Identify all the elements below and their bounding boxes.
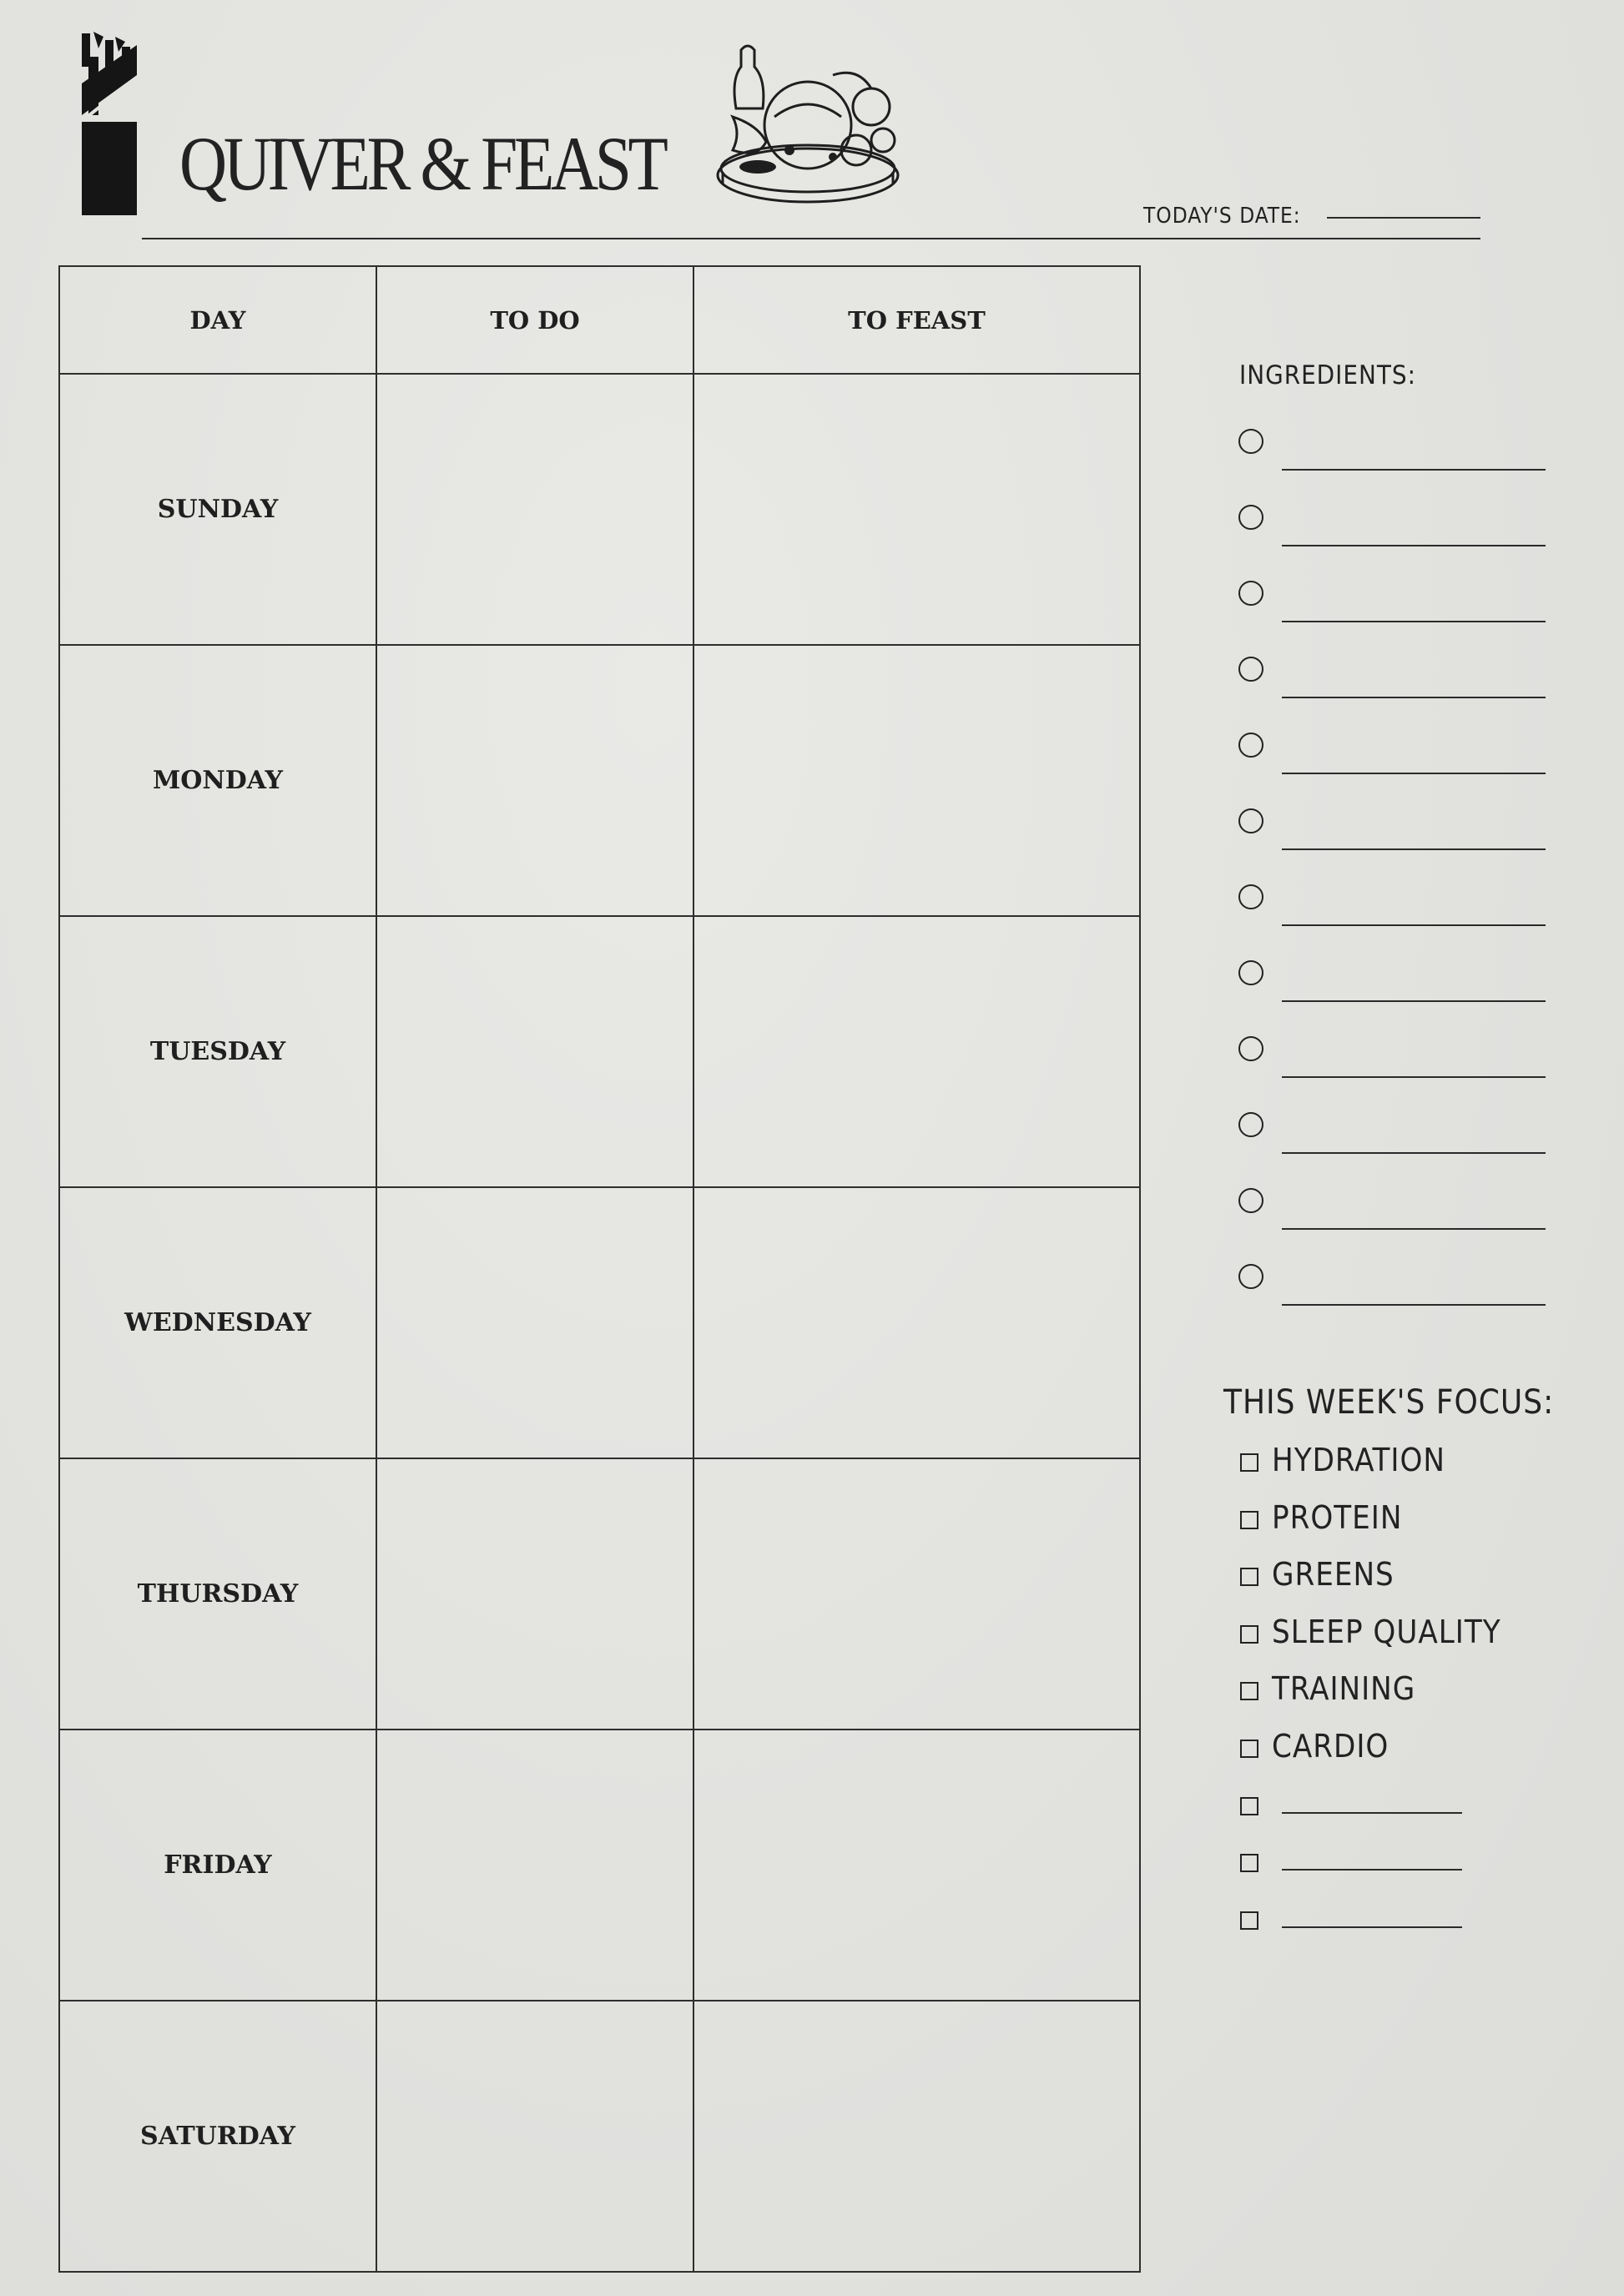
feast-cell[interactable] (693, 1458, 1140, 1730)
day-label: TUESDAY (59, 916, 376, 1187)
feast-cell[interactable] (693, 916, 1140, 1187)
checkbox-icon[interactable] (1240, 1797, 1258, 1815)
column-header-feast: TO FEAST (693, 266, 1140, 374)
ingredient-item (1238, 733, 1547, 808)
todo-cell[interactable] (376, 1458, 693, 1730)
day-label: THURSDAY (59, 1458, 376, 1730)
circle-checkbox-icon[interactable] (1238, 1036, 1263, 1061)
header-divider (142, 238, 1480, 239)
ingredient-input-line[interactable] (1282, 1000, 1546, 1002)
table-row (59, 1730, 1140, 2001)
focus-input-line[interactable] (1282, 1869, 1462, 1871)
focus-label: CARDIO (1272, 1727, 1389, 1765)
ingredient-item (1238, 581, 1547, 657)
ingredient-input-line[interactable] (1282, 1228, 1546, 1230)
todo-cell[interactable] (376, 374, 693, 645)
table-row (59, 1187, 1140, 1458)
ingredient-input-line[interactable] (1282, 773, 1546, 774)
ingredient-item (1238, 808, 1547, 884)
circle-checkbox-icon[interactable] (1238, 960, 1263, 985)
circle-checkbox-icon[interactable] (1238, 733, 1263, 758)
todo-cell[interactable] (376, 1730, 693, 2001)
ingredient-input-line[interactable] (1282, 469, 1546, 471)
checkbox-icon[interactable] (1240, 1682, 1258, 1700)
feast-cell[interactable] (693, 1187, 1140, 1458)
ingredient-input-line[interactable] (1282, 545, 1546, 546)
circle-checkbox-icon[interactable] (1238, 1112, 1263, 1137)
table-row (59, 645, 1140, 916)
focus-input-line[interactable] (1282, 1812, 1462, 1814)
column-header-day: DAY (59, 266, 376, 374)
ingredients-title: INGREDIENTS: (1239, 360, 1417, 390)
todo-cell[interactable] (376, 645, 693, 916)
day-label: MONDAY (59, 645, 376, 916)
ingredient-input-line[interactable] (1282, 1076, 1546, 1078)
checkbox-icon[interactable] (1240, 1568, 1258, 1586)
focus-label: GREENS (1272, 1556, 1395, 1594)
brand-title: QUIVER & FEAST (179, 121, 665, 206)
checkbox-icon[interactable] (1240, 1854, 1258, 1872)
column-header-todo: TO DO (376, 266, 693, 374)
focus-title: THIS WEEK'S FOCUS: (1223, 1383, 1555, 1422)
table-row (59, 2001, 1140, 2272)
weekly-planner-table (58, 265, 1141, 2273)
feast-illustration-icon (708, 33, 908, 209)
focus-input-line[interactable] (1282, 1926, 1462, 1928)
checkbox-icon[interactable] (1240, 1453, 1258, 1472)
day-label: SATURDAY (59, 2001, 376, 2272)
day-label: FRIDAY (59, 1730, 376, 2001)
table-row (59, 1458, 1140, 1730)
todo-cell[interactable] (376, 916, 693, 1187)
feast-cell[interactable] (693, 374, 1140, 645)
ingredients-list (1238, 429, 1547, 1340)
circle-checkbox-icon[interactable] (1238, 505, 1263, 530)
checkbox-icon[interactable] (1240, 1511, 1258, 1529)
table-row (59, 916, 1140, 1187)
feast-cell[interactable] (693, 2001, 1140, 2272)
ingredient-item (1238, 1112, 1547, 1188)
feast-cell[interactable] (693, 645, 1140, 916)
todays-date-label: TODAY'S DATE: (1143, 204, 1301, 229)
circle-checkbox-icon[interactable] (1238, 1264, 1263, 1289)
circle-checkbox-icon[interactable] (1238, 1188, 1263, 1213)
ingredient-item (1238, 1036, 1547, 1112)
checkbox-icon[interactable] (1240, 1625, 1258, 1644)
focus-label: TRAINING (1272, 1670, 1416, 1708)
ingredient-input-line[interactable] (1282, 621, 1546, 622)
circle-checkbox-icon[interactable] (1238, 657, 1263, 682)
ingredient-input-line[interactable] (1282, 924, 1546, 926)
ingredient-item (1238, 505, 1547, 581)
table-row (59, 374, 1140, 645)
ingredient-item (1238, 429, 1547, 505)
checkbox-icon[interactable] (1240, 1740, 1258, 1758)
circle-checkbox-icon[interactable] (1238, 884, 1263, 909)
ingredient-input-line[interactable] (1282, 1152, 1546, 1154)
focus-label: HYDRATION (1272, 1442, 1445, 1478)
day-label: WEDNESDAY (59, 1187, 376, 1458)
ingredient-input-line[interactable] (1282, 1304, 1546, 1306)
quiver-logo-icon (82, 32, 140, 215)
feast-cell[interactable] (693, 1730, 1140, 2001)
focus-label: PROTEIN (1272, 1498, 1403, 1536)
table-header-row (59, 266, 1140, 374)
circle-checkbox-icon[interactable] (1238, 808, 1263, 833)
todo-cell[interactable] (376, 1187, 693, 1458)
ingredient-input-line[interactable] (1282, 848, 1546, 850)
ingredient-item (1238, 657, 1547, 733)
circle-checkbox-icon[interactable] (1238, 429, 1263, 454)
focus-label: SLEEP QUALITY (1272, 1613, 1501, 1650)
ingredient-item (1238, 1188, 1547, 1264)
day-label: SUNDAY (59, 374, 376, 645)
todo-cell[interactable] (376, 2001, 693, 2272)
ingredient-input-line[interactable] (1282, 697, 1546, 698)
ingredient-item (1238, 960, 1547, 1036)
date-input-line[interactable] (1327, 217, 1480, 219)
ingredient-item (1238, 1264, 1547, 1340)
ingredient-item (1238, 884, 1547, 960)
checkbox-icon[interactable] (1240, 1911, 1258, 1930)
circle-checkbox-icon[interactable] (1238, 581, 1263, 606)
